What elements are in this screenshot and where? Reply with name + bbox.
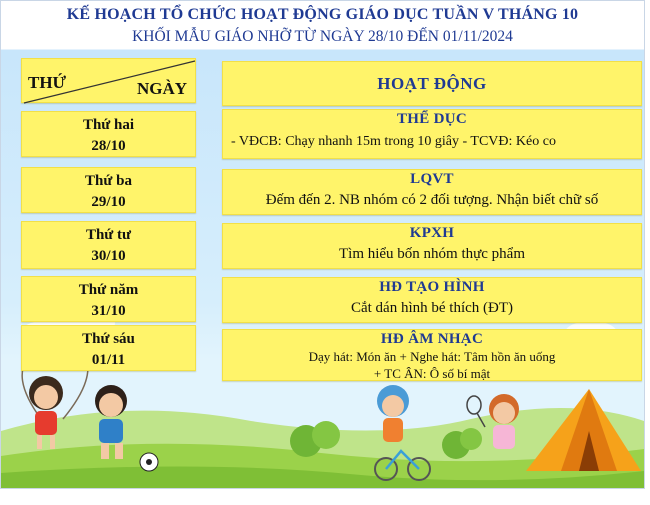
activity-cell-5	[222, 329, 642, 381]
header-ngay: NGÀY	[136, 79, 187, 98]
date: 30/10	[91, 248, 126, 264]
date: 31/10	[91, 303, 126, 319]
date: 29/10	[91, 194, 126, 210]
weekday: Thứ tư	[85, 227, 132, 243]
date: 28/10	[91, 138, 126, 154]
header-thu: THỨ	[28, 73, 67, 92]
day-cell-2	[21, 167, 196, 213]
header-hoat-dong: HOẠT ĐỘNG	[377, 74, 487, 93]
activity-text: Tìm hiểu bốn nhóm thực phẩm	[338, 246, 526, 262]
activity-heading: HĐ TẠO HÌNH	[379, 279, 485, 295]
activity-text	[223, 348, 641, 382]
date: 01/11	[91, 352, 126, 368]
page-subtitle: KHỐI MẪU GIÁO NHỠ TỪ NGÀY 28/10 ĐẾN 01/11/2024	[132, 28, 513, 45]
activity-text: Cắt dán hình bé thích (ĐT)	[350, 300, 514, 316]
activity-heading: HĐ ÂM NHẠC	[380, 331, 484, 347]
day-cell-5	[21, 325, 196, 371]
activity-heading: THỂ DỤC	[396, 111, 468, 127]
weekday: Thứ ba	[85, 173, 132, 189]
day-cell-4	[21, 276, 196, 322]
page-title: KẾ HOẠCH TỔ CHỨC HOẠT ĐỘNG GIÁO DỤC TUẦN V THÁNG 10	[66, 6, 579, 23]
activity-heading: LQVT	[410, 171, 454, 187]
activity-cell-3	[222, 223, 642, 269]
activity-heading: KPXH	[409, 225, 455, 241]
day-cell-1	[21, 111, 196, 157]
activity-text: - VĐCB: Chạy nhanh 15m trong 10 giây - TCVĐ: Kéo co	[231, 134, 556, 149]
activity-text-line2: + TC ÂN: Ô số bí mật	[373, 366, 491, 381]
header-day-cell	[21, 58, 196, 103]
activity-cell-4	[222, 277, 642, 323]
activity-text-line1: Dạy hát: Món ăn + Nghe hát: Tâm hồn ăn uống	[308, 349, 556, 364]
activity-text: Đếm đến 2. NB nhóm có 2 đối tượng. Nhận biết chữ số	[265, 192, 599, 208]
day-cell-3	[21, 221, 196, 269]
activity-cell-2	[222, 169, 642, 215]
weekday: Thứ hai	[82, 117, 135, 133]
weekday: Thứ năm	[78, 282, 139, 298]
weekday: Thứ sáu	[82, 331, 135, 347]
activity-cell-1	[222, 109, 642, 159]
header-activity-cell	[222, 61, 642, 106]
